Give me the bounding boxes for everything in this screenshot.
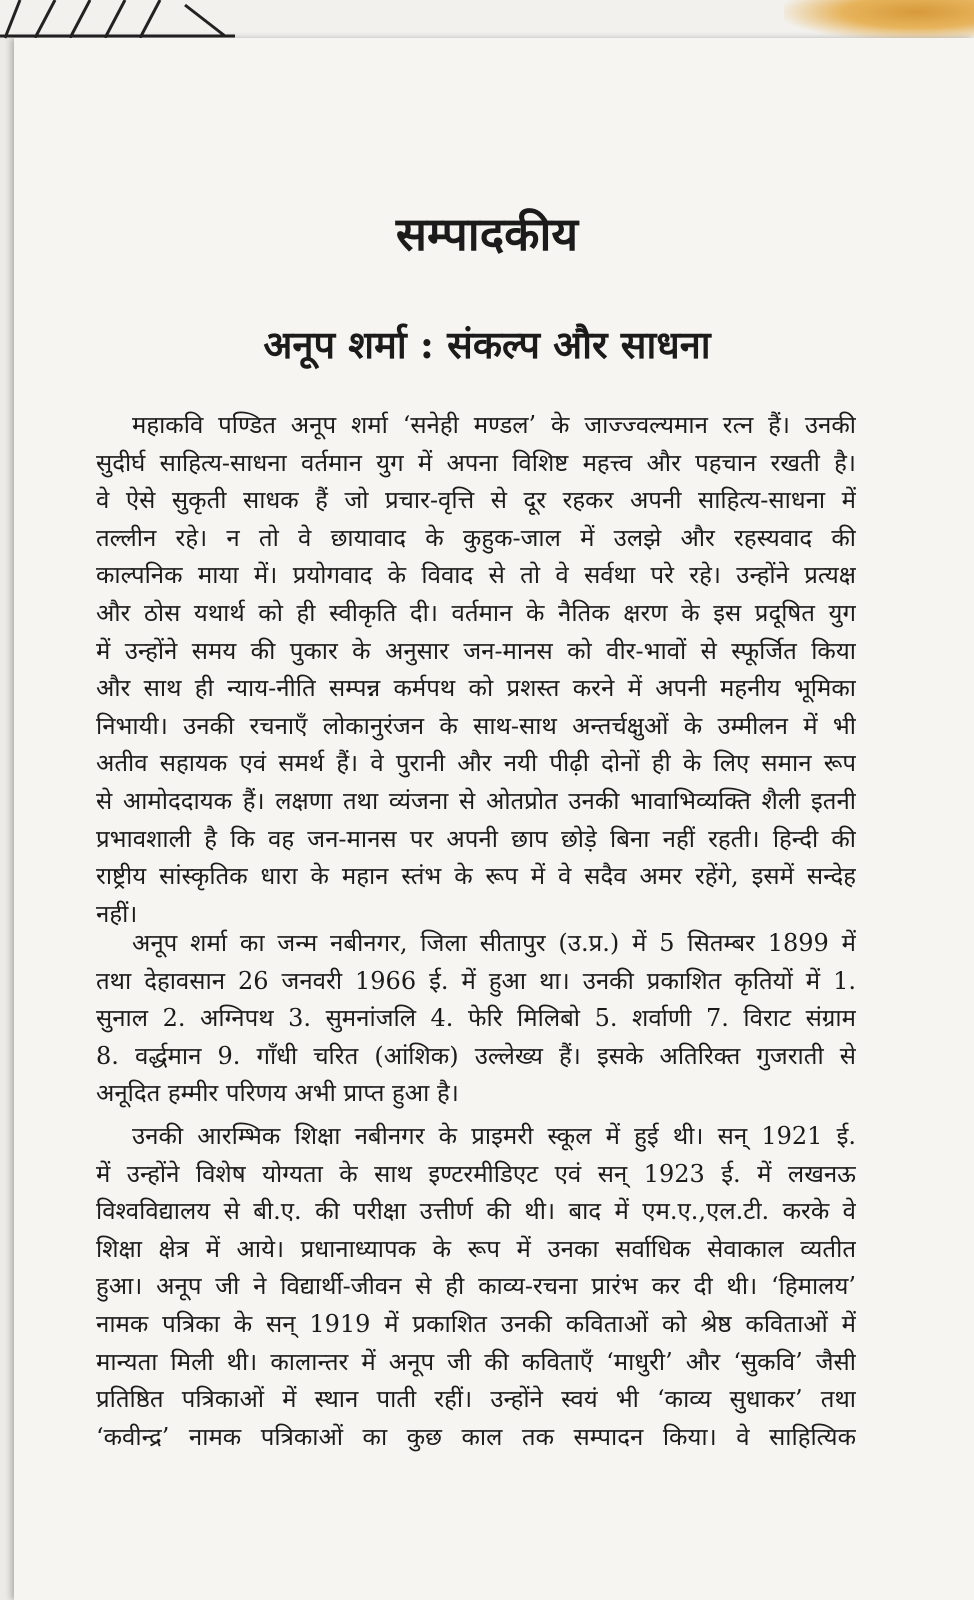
- text-line: सुदीर्घ साहित्य-साधना वर्तमान युग में अपना विशिष्ट महत्त्व और पहचान रखती है।: [96, 448, 856, 477]
- hatch-decoration: [0, 0, 240, 40]
- text-line: तल्लीन रहे। न तो वे छायावाद के कुहुक-जाल में उलझे और रहस्यवाद की: [96, 523, 856, 552]
- text-line: उनकी आरम्भिक शिक्षा नबीनगर के प्राइमरी स्कूल में हुई थी। सन् 1921 ई.: [132, 1122, 856, 1150]
- text-line: अतीव सहायक एवं समर्थ हैं। वे पुरानी और नयी पीढ़ी दोनों ही के लिए समान रूप: [96, 749, 856, 778]
- paragraph-3: [96, 1118, 856, 1456]
- text-line: काल्पनिक माया में। प्रयोगवाद के विवाद से तो वे सर्वथा परे रहे। उन्होंने प्रत्यक्ष: [96, 561, 856, 590]
- text-line: अनूप शर्मा का जन्म नबीनगर, जिला सीतापुर (उ.प्र.) में 5 सितम्बर 1899 में: [132, 929, 856, 957]
- text-line: शिक्षा क्षेत्र में आये। प्रधानाध्यापक के रूप में उनका सर्वाधिक सेवाकाल व्यतीत: [96, 1234, 856, 1263]
- text-line: तथा देहावसान 26 जनवरी 1966 ई. में हुआ था। उनकी प्रकाशित कृतियों में 1.: [96, 966, 856, 995]
- text-line: अनूदित हम्मीर परिणय अभी प्राप्त हुआ है।: [96, 1079, 459, 1108]
- text-line: महाकवि पण्डित अनूप शर्मा ‘सनेही मण्डल’ के जाज्ज्वल्यमान रत्न हैं। उनकी: [132, 411, 856, 439]
- paragraph-1: [96, 407, 856, 933]
- text-line: 8. वर्द्धमान 9. गाँधी चरित (आंशिक) उल्लेख्य हैं। इसके अतिरिक्त गुजराती से: [96, 1041, 856, 1070]
- text-line: प्रभावशाली है कि वह जन-मानस पर अपनी छाप छोड़े बिना नहीं रहती। हिन्दी की: [96, 824, 856, 853]
- text-line: में उन्होंने समय की पुकार के अनुसार जन-मानस को वीर-भावों से स्फूर्जित किया: [96, 636, 856, 665]
- page-title: सम्पादकीय: [395, 207, 579, 261]
- text-line: निभायी। उनकी रचनाएँ लोकानुरंजन के साथ-साथ अन्तर्चक्षुओं के उम्मीलन में भी: [96, 711, 856, 740]
- text-line: नामक पत्रिका के सन् 1919 में प्रकाशित उनकी कविताओं को श्रेष्ठ कविताओं में: [96, 1309, 856, 1338]
- text-line: वे ऐसे सुकृती साधक हैं जो प्रचार-वृत्ति से दूर रहकर अपनी साहित्य-साधना में: [96, 486, 856, 515]
- text-line: में उन्होंने विशेष योग्यता के साथ इण्टरमीडिएट एवं सन् 1923 ई. में लखनऊ: [96, 1159, 856, 1188]
- article-subtitle: अनूप शर्मा : संकल्प और साधना: [263, 322, 711, 367]
- text-line: राष्ट्रीय सांस्कृतिक धारा के महान स्तंभ के रूप में वे सदैव अमर रहेंगे, इसमें सन्देह: [96, 862, 856, 891]
- text-line: विश्वविद्यालय से बी.ए. की परीक्षा उत्तीर्ण की थी। बाद में एम.ए.,एल.टी. करके वे: [96, 1197, 856, 1226]
- text-line: प्रतिष्ठित पत्रिकाओं में स्थान पाती रहीं। उन्होंने स्वयं भी ‘काव्य सुधाकर’ तथा: [96, 1385, 856, 1414]
- text-line: और साथ ही न्याय-नीति सम्पन्न कर्मपथ को प्रशस्त करने में अपनी महनीय भूमिका: [96, 674, 856, 703]
- text-line: नहीं।: [96, 899, 138, 928]
- text-line: और ठोस यथार्थ को ही स्वीकृति दी। वर्तमान के नैतिक क्षरण के इस प्रदूषित युग: [96, 598, 856, 627]
- stain-decoration: [784, 0, 974, 40]
- text-line: सुनाल 2. अग्निपथ 3. सुमनांजलि 4. फेरि मिलिबो 5. शर्वाणी 7. विराट संग्राम: [96, 1004, 856, 1033]
- paragraph-2: [96, 925, 856, 1113]
- text-line: हुआ। अनूप जी ने विद्यार्थी-जीवन से ही काव्य-रचना प्रारंभ कर दी थी। ‘हिमालय’: [96, 1272, 856, 1301]
- text-line: ‘कवीन्द्र’ नामक पत्रिकाओं का कुछ काल तक सम्पादन किया। वे साहित्यिक: [96, 1422, 856, 1451]
- text-line: मान्यता मिली थी। कालान्तर में अनूप जी की कविताएँ ‘माधुरी’ और ‘सुकवि’ जैसी: [96, 1347, 856, 1376]
- text-line: से आमोददायक हैं। लक्षणा तथा व्यंजना से ओतप्रोत उनकी भावाभिव्यक्ति शैली इतनी: [96, 786, 856, 815]
